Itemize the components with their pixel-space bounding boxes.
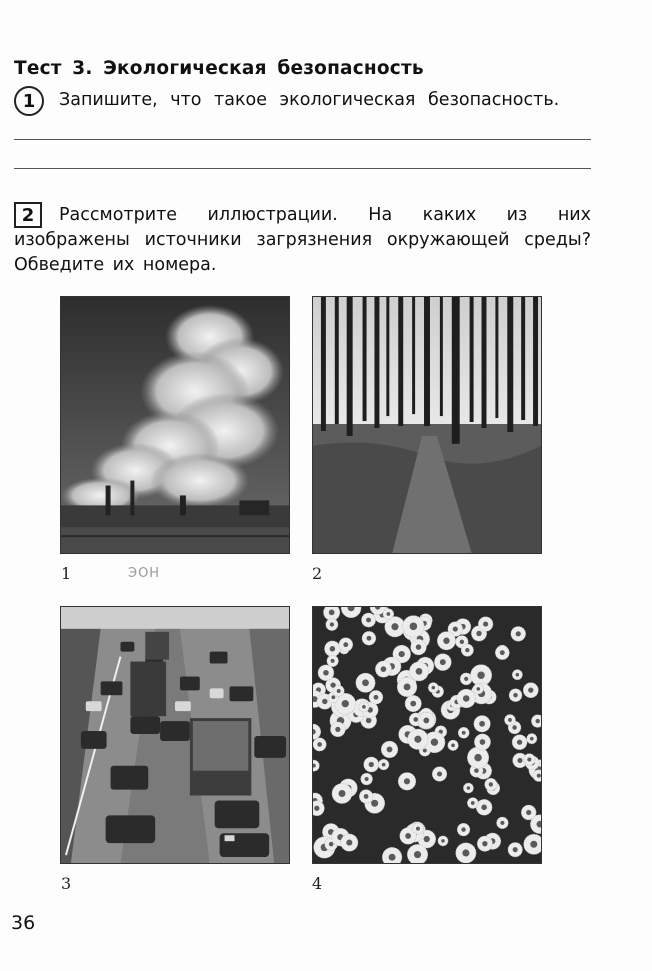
task-2-number: 2 xyxy=(14,202,42,228)
task-1-text: Запишите, что такое экологическая безопасность. xyxy=(59,90,560,110)
traffic-photo xyxy=(60,606,290,864)
factory-smoke-photo xyxy=(60,296,290,554)
illustration-1-caption[interactable]: 1 xyxy=(61,564,72,583)
illustration-3-caption[interactable]: 3 xyxy=(61,874,72,893)
task-2-text: Рассмотрите иллюстрации. На каких из них изображены источники загрязнения окружающей среды? Обведите их номера. xyxy=(14,205,591,275)
answer-line-2[interactable] xyxy=(14,168,591,169)
answer-line-1[interactable] xyxy=(14,139,591,140)
daisies-photo xyxy=(312,606,542,864)
forest-photo xyxy=(312,296,542,554)
illustration-2-caption[interactable]: 2 xyxy=(312,564,323,583)
test-title: Тест 3. Экологическая безопасность xyxy=(14,58,424,79)
page-number: 36 xyxy=(11,912,36,934)
stamp-mark: ЭОН xyxy=(128,566,161,581)
task-1-number: 1 xyxy=(14,86,44,116)
illustration-4-caption[interactable]: 4 xyxy=(312,874,323,893)
